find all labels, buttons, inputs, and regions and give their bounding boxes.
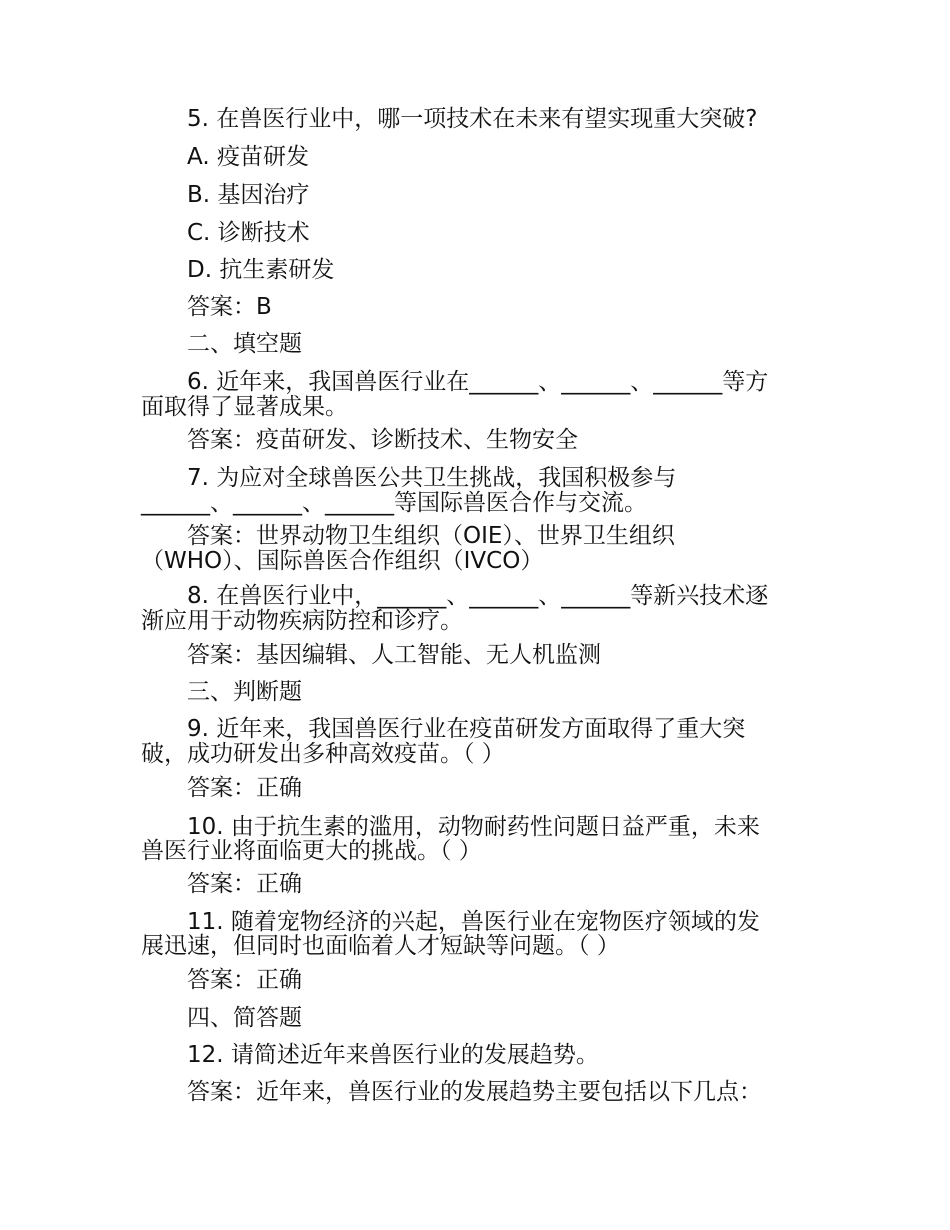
section-short-answer-title: 四、简答题 (187, 1005, 302, 1031)
option-b: B. 基因治疗 (187, 182, 310, 208)
answer-12: 答案：近年来，兽医行业的发展趋势主要包括以下几点： (187, 1079, 762, 1105)
question-5: 5. 在兽医行业中，哪一项技术在未来有望实现重大突破? (187, 106, 758, 132)
question-6-line2: 面取得了显著成果。 (141, 394, 348, 420)
question-8-line2: 渐应用于动物疾病防控和诊疗。 (141, 608, 463, 634)
answer-9: 答案：正确 (187, 775, 302, 801)
answer-11: 答案：正确 (187, 967, 302, 993)
question-12: 12. 请简述近年来兽医行业的发展趋势。 (187, 1042, 599, 1068)
answer-7-line1: 答案：世界动物卫生组织（OIE）、世界卫生组织 (187, 523, 675, 549)
question-11-line2: 展迅速，但同时也面临着人才短缺等问题。（ ） (141, 933, 620, 959)
question-9-line2: 破，成功研发出多种高效疫苗。（ ） (141, 741, 505, 767)
question-9-line1: 9. 近年来，我国兽医行业在疫苗研发方面取得了重大突 (187, 716, 746, 742)
question-8-line1: 8. 在兽医行业中，______、______、______等新兴技术逐 (187, 583, 769, 609)
option-d: D. 抗生素研发 (187, 257, 335, 283)
option-a: A. 疫苗研发 (187, 144, 309, 170)
answer-8: 答案：基因编辑、人工智能、无人机监测 (187, 642, 601, 668)
answer-5: 答案：B (187, 294, 272, 320)
question-7-line2: ______、______、______等国际兽医合作与交流。 (141, 490, 647, 516)
question-6-line1: 6. 近年来，我国兽医行业在______、______、______等方 (187, 369, 769, 395)
question-10-line1: 10. 由于抗生素的滥用，动物耐药性问题日益严重，未来 (187, 814, 760, 840)
answer-10: 答案：正确 (187, 871, 302, 897)
question-11-line1: 11. 随着宠物经济的兴起，兽医行业在宠物医疗领域的发 (187, 909, 760, 935)
question-7-line1: 7. 为应对全球兽医公共卫生挑战，我国积极参与 (187, 465, 677, 491)
answer-7-line2: （WHO）、国际兽医合作组织（IVCO） (141, 548, 544, 574)
answer-6: 答案：疫苗研发、诊断技术、生物安全 (187, 427, 578, 453)
option-c: C. 诊断技术 (187, 220, 310, 246)
section-true-false-title: 三、判断题 (187, 679, 302, 705)
question-10-line2: 兽医行业将面临更大的挑战。（ ） (141, 838, 482, 864)
section-fill-in-title: 二、填空题 (187, 331, 302, 357)
